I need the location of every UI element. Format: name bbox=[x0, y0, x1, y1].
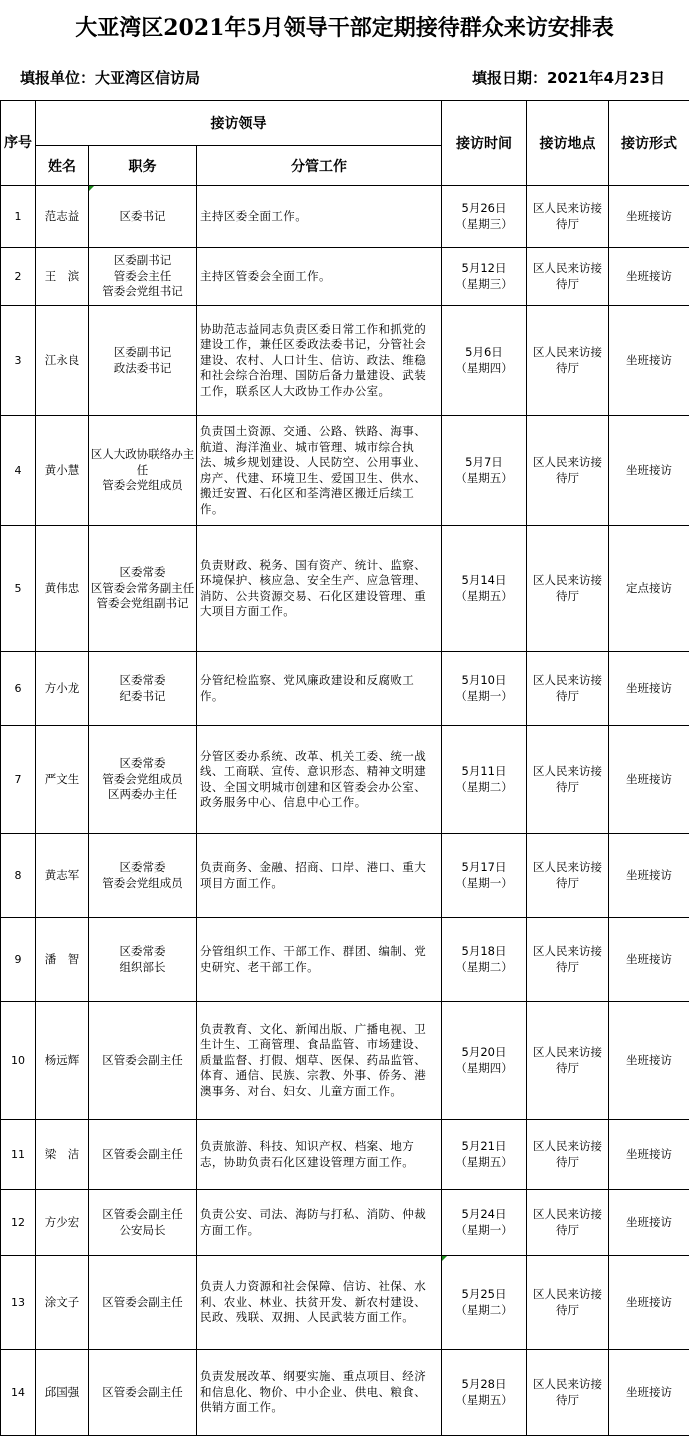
reception-weekday: （星期五） bbox=[442, 471, 526, 487]
row-form: 坐班接访 bbox=[609, 918, 689, 1002]
row-position bbox=[89, 652, 197, 726]
row-place: 区人民来访接待厅 bbox=[527, 834, 609, 918]
row-time bbox=[442, 526, 527, 652]
table-row bbox=[1, 526, 689, 652]
row-duties: 负责国土资源、交通、公路、铁路、海事、航道、海洋渔业、城市管理、城市综合执法、城乡规划建设、人民防空、公用事业、房产、代建、环境卫生、爱国卫生、供水、搬迁安置、石化区和荃湾港区搬迁后续工作。 bbox=[197, 416, 442, 526]
row-name: 黄小慧 bbox=[36, 416, 89, 526]
reception-date: 5月21日 bbox=[442, 1139, 526, 1155]
row-position bbox=[89, 726, 197, 834]
position-line: 政法委书记 bbox=[89, 361, 196, 377]
row-duties: 分管区委办系统、改革、机关工委、统一战线、工商联、宣传、意识形态、精神文明建设、全国文明城市创建和区管委会办公室、政务服务中心、信息中心工作。 bbox=[197, 726, 442, 834]
row-duties: 负责教育、文化、新闻出版、广播电视、卫生计生、工商管理、食品监管、市场建设、质量监督、打假、烟草、医保、药品监管、体育、通信、民族、宗教、外事、侨务、港澳事务、对台、妇女、儿童方面工作。 bbox=[197, 1002, 442, 1120]
position-line: 区委副书记 bbox=[89, 345, 196, 361]
row-position bbox=[89, 918, 197, 1002]
row-form: 定点接访 bbox=[609, 526, 689, 652]
row-position bbox=[89, 186, 197, 248]
row-place: 区人民来访接待厅 bbox=[527, 726, 609, 834]
reception-date: 5月25日 bbox=[442, 1287, 526, 1303]
position-line: 管委会党组书记 bbox=[89, 284, 196, 300]
row-position bbox=[89, 248, 197, 306]
header-seq: 序号 bbox=[1, 101, 36, 186]
position-line: 区委常委 bbox=[89, 565, 196, 581]
table-row bbox=[1, 726, 689, 834]
row-seq: 9 bbox=[1, 918, 36, 1002]
row-name: 范志益 bbox=[36, 186, 89, 248]
reception-date: 5月10日 bbox=[442, 673, 526, 689]
table-row bbox=[1, 1350, 689, 1436]
row-seq: 7 bbox=[1, 726, 36, 834]
row-position bbox=[89, 1256, 197, 1350]
row-place: 区人民来访接待厅 bbox=[527, 186, 609, 248]
row-form: 坐班接访 bbox=[609, 1190, 689, 1256]
row-place: 区人民来访接待厅 bbox=[527, 248, 609, 306]
row-form: 坐班接访 bbox=[609, 1002, 689, 1120]
position-line: 区人大政协联络办主任 bbox=[89, 447, 196, 478]
reception-weekday: （星期五） bbox=[442, 1155, 526, 1171]
reception-weekday: （星期二） bbox=[442, 1303, 526, 1319]
position-line: 管委会党组副书记 bbox=[89, 596, 196, 612]
table-row bbox=[1, 1120, 689, 1190]
position-line: 区委副书记 bbox=[89, 253, 196, 269]
row-place: 区人民来访接待厅 bbox=[527, 1190, 609, 1256]
position-line: 区委常委 bbox=[89, 860, 196, 876]
reception-date: 5月26日 bbox=[442, 201, 526, 217]
position-line: 区管委会副主任 bbox=[89, 1147, 196, 1163]
row-time bbox=[442, 306, 527, 416]
row-name: 方小龙 bbox=[36, 652, 89, 726]
row-name: 邱国强 bbox=[36, 1350, 89, 1436]
row-name: 杨远辉 bbox=[36, 1002, 89, 1120]
position-line: 区委常委 bbox=[89, 673, 196, 689]
reception-date: 5月24日 bbox=[442, 1207, 526, 1223]
row-form: 坐班接访 bbox=[609, 416, 689, 526]
position-line: 区两委办主任 bbox=[89, 787, 196, 803]
reception-date: 5月14日 bbox=[442, 573, 526, 589]
row-duties: 负责发展改革、纲要实施、重点项目、经济和信息化、物价、中小企业、供电、粮食、供销方面工作。 bbox=[197, 1350, 442, 1436]
table-row bbox=[1, 652, 689, 726]
reception-date: 5月17日 bbox=[442, 860, 526, 876]
row-seq: 8 bbox=[1, 834, 36, 918]
row-time bbox=[442, 248, 527, 306]
row-seq: 14 bbox=[1, 1350, 36, 1436]
position-line: 区管委会副主任 bbox=[89, 1385, 196, 1401]
row-duties: 分管组织工作、干部工作、群团、编制、党史研究、老干部工作。 bbox=[197, 918, 442, 1002]
row-seq: 12 bbox=[1, 1190, 36, 1256]
reception-weekday: （星期二） bbox=[442, 780, 526, 796]
reception-weekday: （星期五） bbox=[442, 589, 526, 605]
header-place: 接访地点 bbox=[527, 101, 609, 186]
row-time bbox=[442, 1350, 527, 1436]
row-name: 黄伟忠 bbox=[36, 526, 89, 652]
row-time bbox=[442, 1256, 527, 1350]
row-form: 坐班接访 bbox=[609, 834, 689, 918]
row-place: 区人民来访接待厅 bbox=[527, 1350, 609, 1436]
row-form: 坐班接访 bbox=[609, 306, 689, 416]
row-place: 区人民来访接待厅 bbox=[527, 1002, 609, 1120]
row-name: 王 滨 bbox=[36, 248, 89, 306]
row-time bbox=[442, 726, 527, 834]
reception-weekday: （星期一） bbox=[442, 689, 526, 705]
position-line: 纪委书记 bbox=[89, 689, 196, 705]
row-duties: 负责旅游、科技、知识产权、档案、地方志，协助负责石化区建设管理方面工作。 bbox=[197, 1120, 442, 1190]
row-position bbox=[89, 1190, 197, 1256]
row-form: 坐班接访 bbox=[609, 1120, 689, 1190]
table-row bbox=[1, 306, 689, 416]
row-place: 区人民来访接待厅 bbox=[527, 1120, 609, 1190]
row-form: 坐班接访 bbox=[609, 726, 689, 834]
row-time bbox=[442, 652, 527, 726]
header-position: 职务 bbox=[89, 146, 197, 186]
row-seq: 4 bbox=[1, 416, 36, 526]
row-time bbox=[442, 186, 527, 248]
row-form: 坐班接访 bbox=[609, 1350, 689, 1436]
table-row bbox=[1, 186, 689, 248]
table-body bbox=[1, 186, 689, 1436]
row-name: 潘 智 bbox=[36, 918, 89, 1002]
row-form: 坐班接访 bbox=[609, 248, 689, 306]
row-time bbox=[442, 834, 527, 918]
row-duties: 负责商务、金融、招商、口岸、港口、重大项目方面工作。 bbox=[197, 834, 442, 918]
table-row bbox=[1, 918, 689, 1002]
row-form: 坐班接访 bbox=[609, 1256, 689, 1350]
position-line: 区管委会常务副主任 bbox=[89, 581, 196, 597]
header-duties: 分管工作 bbox=[197, 146, 442, 186]
header-reception-leader: 接访领导 bbox=[36, 101, 442, 146]
row-place: 区人民来访接待厅 bbox=[527, 526, 609, 652]
row-duties: 负责公安、司法、海防与打私、消防、仲裁方面工作。 bbox=[197, 1190, 442, 1256]
table-row bbox=[1, 1002, 689, 1120]
reception-date: 5月12日 bbox=[442, 261, 526, 277]
reception-weekday: （星期一） bbox=[442, 1223, 526, 1239]
row-position bbox=[89, 834, 197, 918]
meta-row bbox=[0, 52, 689, 100]
reception-weekday: （星期一） bbox=[442, 876, 526, 892]
row-name: 严文生 bbox=[36, 726, 89, 834]
reception-date: 5月28日 bbox=[442, 1377, 526, 1393]
table-row bbox=[1, 1256, 689, 1350]
row-time bbox=[442, 918, 527, 1002]
reporting-date: 填报日期：2021年4月23日 bbox=[472, 67, 665, 88]
reception-weekday: （星期四） bbox=[442, 1061, 526, 1077]
row-duties: 负责人力资源和社会保障、信访、社保、水利、农业、林业、扶贫开发、新农村建设、民政、残联、双拥、人民武装方面工作。 bbox=[197, 1256, 442, 1350]
reception-date: 5月7日 bbox=[442, 455, 526, 471]
position-line: 管委会党组成员 bbox=[89, 478, 196, 494]
table-row bbox=[1, 248, 689, 306]
table-row bbox=[1, 1190, 689, 1256]
row-duties: 主持区委全面工作。 bbox=[197, 186, 442, 248]
row-place: 区人民来访接待厅 bbox=[527, 416, 609, 526]
row-place: 区人民来访接待厅 bbox=[527, 652, 609, 726]
position-line: 管委会党组成员 bbox=[89, 772, 196, 788]
header-time: 接访时间 bbox=[442, 101, 527, 186]
row-seq: 1 bbox=[1, 186, 36, 248]
reception-weekday: （星期三） bbox=[442, 217, 526, 233]
row-seq: 3 bbox=[1, 306, 36, 416]
row-position bbox=[89, 526, 197, 652]
position-line: 管委会主任 bbox=[89, 269, 196, 285]
row-form: 坐班接访 bbox=[609, 652, 689, 726]
table-row bbox=[1, 834, 689, 918]
position-line: 管委会党组成员 bbox=[89, 876, 196, 892]
row-position bbox=[89, 1350, 197, 1436]
row-name: 方少宏 bbox=[36, 1190, 89, 1256]
reception-weekday: （星期五） bbox=[442, 1393, 526, 1409]
row-position bbox=[89, 1002, 197, 1120]
row-time bbox=[442, 1002, 527, 1120]
row-form: 坐班接访 bbox=[609, 186, 689, 248]
table-row bbox=[1, 416, 689, 526]
reception-date: 5月6日 bbox=[442, 345, 526, 361]
row-seq: 10 bbox=[1, 1002, 36, 1120]
position-line: 区委书记 bbox=[89, 209, 196, 225]
row-place: 区人民来访接待厅 bbox=[527, 918, 609, 1002]
reception-date: 5月11日 bbox=[442, 764, 526, 780]
reception-weekday: （星期二） bbox=[442, 960, 526, 976]
position-line: 组织部长 bbox=[89, 960, 196, 976]
row-position bbox=[89, 416, 197, 526]
row-name: 涂文子 bbox=[36, 1256, 89, 1350]
row-time bbox=[442, 416, 527, 526]
row-seq: 2 bbox=[1, 248, 36, 306]
row-duties: 负责财政、税务、国有资产、统计、监察、环境保护、核应急、安全生产、应急管理、消防、公共资源交易、石化区建设管理、重大项目方面工作。 bbox=[197, 526, 442, 652]
position-line: 区委常委 bbox=[89, 944, 196, 960]
row-position bbox=[89, 306, 197, 416]
row-name: 梁 洁 bbox=[36, 1120, 89, 1190]
position-line: 公安局长 bbox=[89, 1223, 196, 1239]
row-duties: 协助范志益同志负责区委日常工作和抓党的建设工作，兼任区委政法委书记，分管社会建设、农村、人口计生、信访、政法、维稳和社会综合治理、国防后备力量建设、武装工作，联系区人大政协工作办公室。 bbox=[197, 306, 442, 416]
row-name: 江永良 bbox=[36, 306, 89, 416]
reception-date: 5月18日 bbox=[442, 944, 526, 960]
row-seq: 11 bbox=[1, 1120, 36, 1190]
page-title: 大亚湾区2021年5月领导干部定期接待群众来访安排表 bbox=[0, 0, 689, 52]
header-name: 姓名 bbox=[36, 146, 89, 186]
position-line: 区委常委 bbox=[89, 756, 196, 772]
schedule-table bbox=[0, 100, 689, 1436]
row-seq: 13 bbox=[1, 1256, 36, 1350]
row-place: 区人民来访接待厅 bbox=[527, 306, 609, 416]
row-place: 区人民来访接待厅 bbox=[527, 1256, 609, 1350]
position-line: 区管委会副主任 bbox=[89, 1207, 196, 1223]
row-duties: 主持区管委会全面工作。 bbox=[197, 248, 442, 306]
row-name: 黄志军 bbox=[36, 834, 89, 918]
row-seq: 5 bbox=[1, 526, 36, 652]
reception-date: 5月20日 bbox=[442, 1045, 526, 1061]
row-time bbox=[442, 1120, 527, 1190]
reception-weekday: （星期三） bbox=[442, 277, 526, 293]
position-line: 区管委会副主任 bbox=[89, 1295, 196, 1311]
row-position bbox=[89, 1120, 197, 1190]
row-seq: 6 bbox=[1, 652, 36, 726]
row-time bbox=[442, 1190, 527, 1256]
header-form: 接访形式 bbox=[609, 101, 689, 186]
row-duties: 分管纪检监察、党风廉政建设和反腐败工作。 bbox=[197, 652, 442, 726]
reception-weekday: （星期四） bbox=[442, 361, 526, 377]
reporting-unit: 填报单位：大亚湾区信访局 bbox=[20, 67, 200, 88]
position-line: 区管委会副主任 bbox=[89, 1053, 196, 1069]
